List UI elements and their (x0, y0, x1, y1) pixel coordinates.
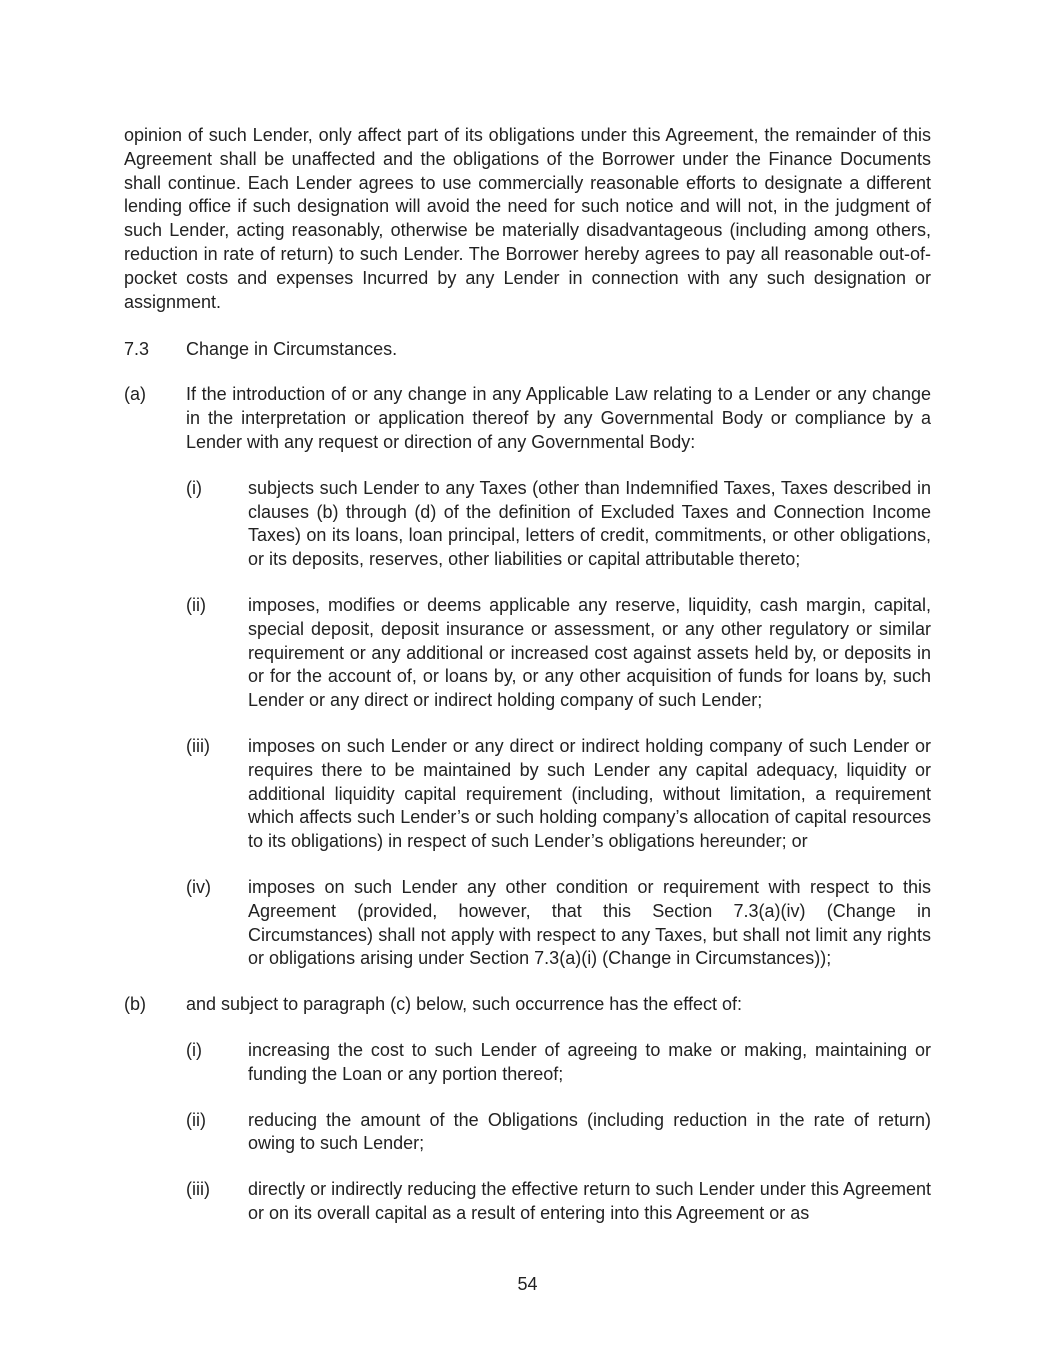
section-title: Change in Circumstances. (186, 339, 398, 360)
paragraph-a-item-iii (186, 735, 931, 854)
item-text: reducing the amount of the Obligations (including reduction in the rate of return) owing to such Lender; (248, 1109, 931, 1154)
document-page (124, 124, 931, 1226)
item-label: (iii) (186, 735, 210, 756)
item-text: imposes on such Lender or any direct or indirect holding company of such Lender or requires there to be maintained by such Lender any capital adequacy, liquidity or additional liquidity capital requirement (including, without limitation, a requirement which affects such Lender’s or such holding company’s allocation of capital resources to its obligations) in respect of such Lender’s obligations hereunder; or (248, 735, 931, 852)
item-text: imposes, modifies or deems applicable any reserve, liquidity, cash margin, capital, special deposit, deposit insurance or assessment, or any other regulatory or similar requirement or any additional or increased cost against assets held by, or deposits in or for the account of, or loans by, or any other acquisition of funds for loans by, such Lender or any direct or indirect holding company of such Lender; (248, 594, 931, 711)
paragraph-b-item-iii (186, 1178, 931, 1226)
intro-paragraph: opinion of such Lender, only affect part of its obligations under this Agreement, the remainder of this Agreement shall be unaffected and the obligations of the Borrower under the Finance Documents shall continue. Each Lender agrees to use commercially reasonable efforts to designate a different lending office if such designation will avoid the need for such notice and will not, in the judgment of such Lender, acting reasonably, otherwise be materially disadvantageous (including among others, reduction in rate of return) to such Lender. The Borrower hereby agrees to pay all reasonable out-of-pocket costs and expenses Incurred by any Lender in connection with any such designation or assignment. (124, 125, 931, 312)
item-label: (i) (186, 1039, 202, 1060)
item-text: imposes on such Lender any other condition or requirement with respect to this Agreement (provided, however, that this Section 7.3(a)(iv) (Change in Circumstances) shall not apply with respect to any Taxes, but shall not limit any rights or obligations arising under Section 7.3(a)(i) (Change in Circumstances)); (248, 876, 931, 969)
item-text: increasing the cost to such Lender of agreeing to make or making, maintaining or funding the Loan or any portion thereof; (248, 1039, 931, 1084)
paragraph-b-label: (b) (124, 994, 146, 1015)
item-text: subjects such Lender to any Taxes (other than Indemnified Taxes, Taxes described in clauses (b) through (d) of the definition of Excluded Taxes and Connection Income Taxes) on its loans, loan principal, letters of credit, commitments, or other obligations, or its deposits, reserves, other liabilities or capital attributable thereto; (248, 477, 931, 570)
item-label: (iv) (186, 876, 211, 897)
paragraph-b (124, 993, 931, 1017)
paragraph-a-item-i (186, 477, 931, 572)
paragraph-b-item-i (186, 1039, 931, 1087)
page-number: 54 (517, 1274, 538, 1294)
item-label: (iii) (186, 1179, 210, 1200)
paragraph-a-item-ii (186, 594, 931, 713)
paragraph-b-text: and subject to paragraph (c) below, such occurrence has the effect of: (186, 994, 742, 1015)
section-number: 7.3 (124, 339, 150, 360)
paragraph-a-label: (a) (124, 384, 146, 405)
section-heading (124, 338, 931, 361)
item-label: (ii) (186, 594, 206, 615)
paragraph-b-item-ii (186, 1109, 931, 1157)
item-text: directly or indirectly reducing the effective return to such Lender under this Agreement or on its overall capital as a result of entering into this Agreement or as (248, 1179, 931, 1223)
item-label: (ii) (186, 1109, 206, 1130)
paragraph-a (124, 383, 931, 454)
item-label: (i) (186, 477, 202, 498)
paragraph-a-text: If the introduction of or any change in any Applicable Law relating to a Lender or any change in the interpretation or application thereof by any Governmental Body or compliance by a Lender with any request or direction of any Governmental Body: (186, 384, 931, 452)
paragraph-a-item-iv (186, 876, 931, 971)
